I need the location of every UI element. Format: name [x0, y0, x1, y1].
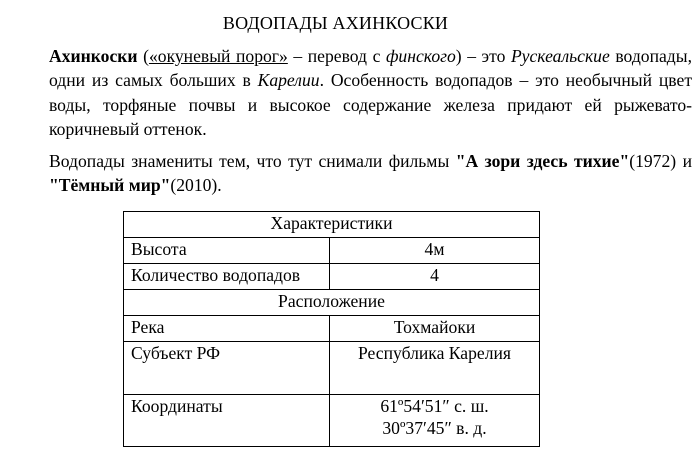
- table-row: [124, 290, 540, 316]
- films-paragraph: [11, 149, 692, 198]
- count-value: 4: [330, 264, 540, 290]
- film-title-1: "А зори здесь тихие": [455, 151, 630, 171]
- intro-open-paren: (: [137, 46, 149, 66]
- film-title-2: "Тёмный мир": [49, 175, 171, 196]
- intro-translation-close: ) – это: [455, 46, 511, 66]
- region-label: Субъект РФ: [124, 342, 330, 395]
- intro-text-a: водопады, одни из самых больших в: [49, 46, 692, 91]
- coords-label: Координаты: [124, 395, 330, 447]
- table-row: [124, 238, 540, 264]
- ruskeala-name: Рускеальские: [510, 46, 610, 66]
- film-year-1: (1972): [629, 151, 677, 171]
- coords-latitude: 61º54′51″ с. ш.: [380, 396, 489, 416]
- karelia-name: Карелии: [257, 70, 320, 91]
- intro-text-b: . Особенность водопадов – это необычный цвет воды, торфяные почвы и высокое содержание железа придают ей рыжевато-коричневый оттенок.: [49, 70, 692, 139]
- table-row: [124, 395, 540, 447]
- height-value: 4м: [330, 238, 540, 264]
- region-value: Республика Карелия: [330, 342, 540, 395]
- table-row: [124, 316, 540, 342]
- river-label: Река: [124, 316, 330, 342]
- films-and: и: [676, 151, 692, 171]
- films-text: Водопады знамениты тем, что тут снимали фильмы: [49, 151, 456, 171]
- intro-translation-text: – перевод с: [287, 46, 386, 66]
- table-row: [124, 212, 540, 238]
- page-title: ВОДОПАДЫ АХИНКОСКИ: [222, 13, 449, 33]
- language-name: финского: [385, 46, 456, 66]
- intro-paragraph: [11, 44, 692, 141]
- translation-link[interactable]: «окуневый порог»: [148, 46, 288, 66]
- table-row: [124, 342, 540, 395]
- characteristics-header: Характеристики: [124, 212, 540, 238]
- count-label: Количество водопадов: [124, 264, 330, 290]
- coords-longitude: 30º37′45″ в. д.: [382, 418, 487, 438]
- coords-value: [330, 395, 540, 447]
- location-header: Расположение: [124, 290, 540, 316]
- characteristics-table: [123, 211, 540, 447]
- film-year-2: (2010).: [170, 175, 222, 196]
- table-row: [124, 264, 540, 290]
- river-value: Тохмайоки: [330, 316, 540, 342]
- height-label: Высота: [124, 238, 330, 264]
- waterfall-name: Ахинкоски: [49, 46, 138, 66]
